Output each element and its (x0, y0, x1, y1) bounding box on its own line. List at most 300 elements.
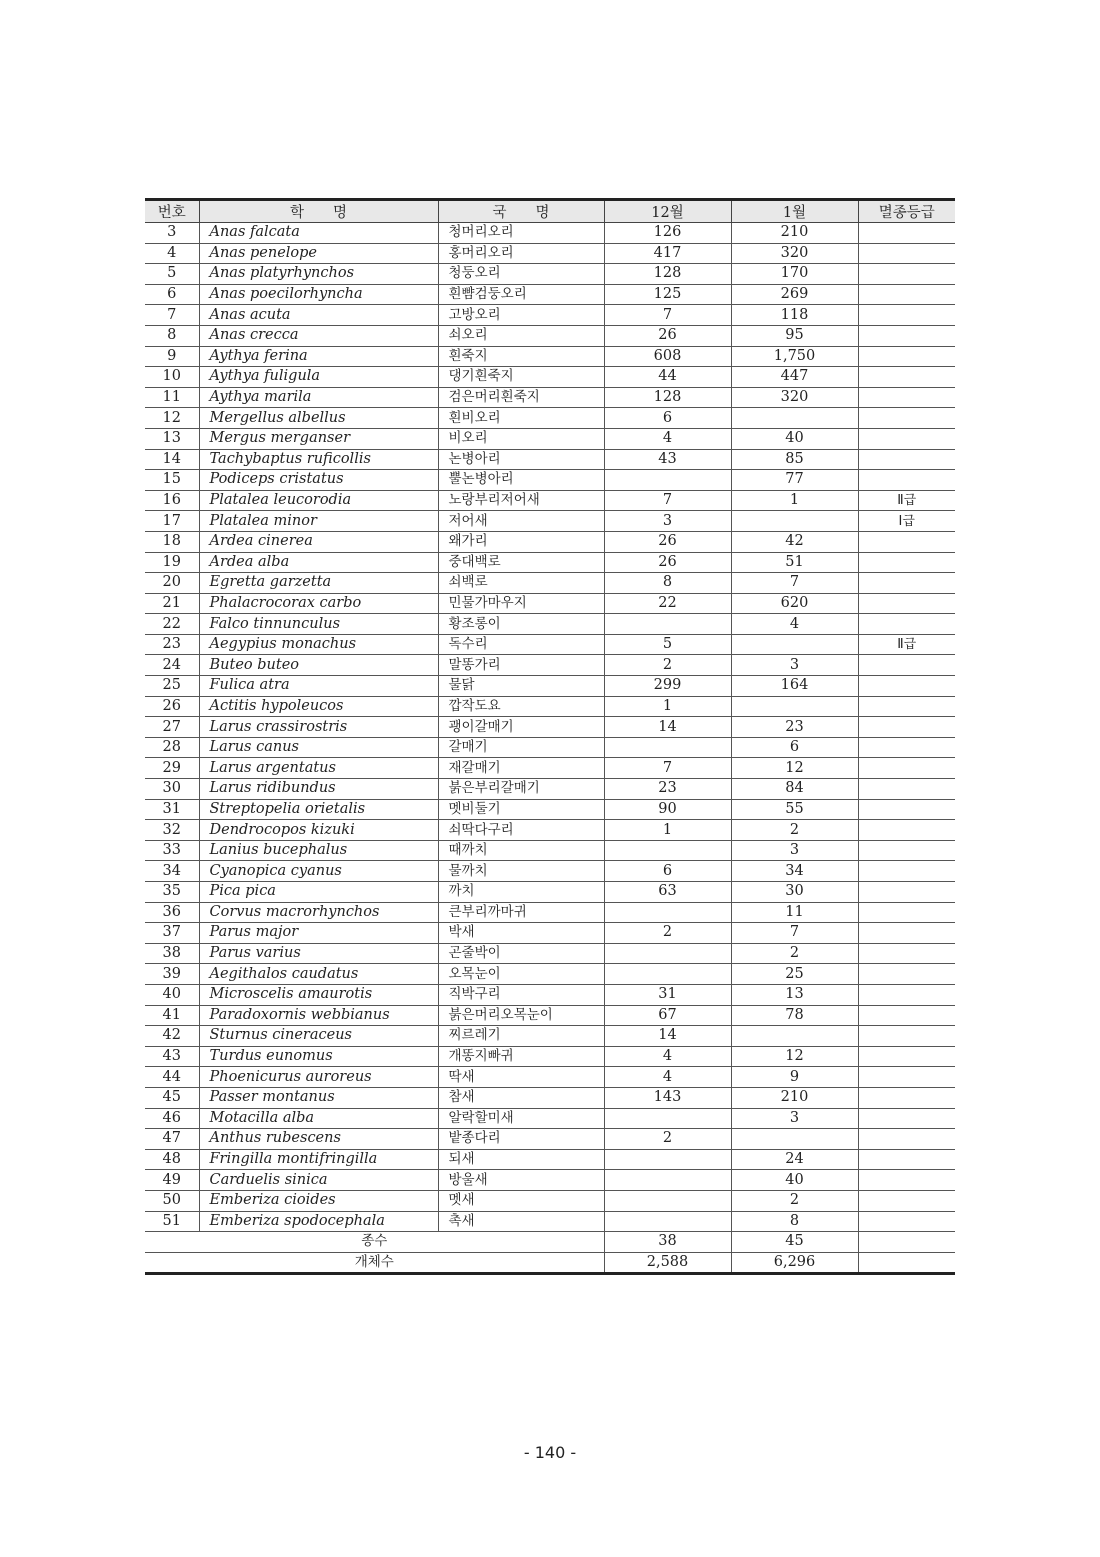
row-number: 39 (145, 964, 199, 985)
endangered-grade (858, 717, 955, 738)
december-total: 38 (604, 1232, 731, 1253)
january-count: 12 (731, 1046, 858, 1067)
scientific-name: Phoenicurus auroreus (199, 1067, 438, 1088)
scientific-name: Larus crassirostris (199, 717, 438, 738)
endangered-grade (858, 1046, 955, 1067)
january-count: 164 (731, 676, 858, 697)
korean-name: 쇠딱다구리 (438, 820, 604, 841)
endangered-grade (858, 1108, 955, 1129)
scientific-name: Ardea alba (199, 552, 438, 573)
table-row (145, 1170, 955, 1191)
row-number: 5 (145, 264, 199, 285)
korean-name: 말똥가리 (438, 655, 604, 676)
korean-name: 저어새 (438, 511, 604, 532)
table-row (145, 779, 955, 800)
january-count (731, 634, 858, 655)
table-row (145, 1087, 955, 1108)
scientific-name: Dendrocopos kizuki (199, 820, 438, 841)
december-count: 2 (604, 1129, 731, 1150)
january-count: 170 (731, 264, 858, 285)
december-count: 2 (604, 923, 731, 944)
table-row (145, 305, 955, 326)
korean-name: 알락할미새 (438, 1108, 604, 1129)
table-row (145, 223, 955, 244)
korean-name: 촉새 (438, 1211, 604, 1232)
endangered-grade (858, 943, 955, 964)
row-number: 13 (145, 428, 199, 449)
korean-name: 멧비둘기 (438, 799, 604, 820)
january-count: 2 (731, 943, 858, 964)
december-count: 31 (604, 984, 731, 1005)
december-count (604, 840, 731, 861)
korean-name: 깝작도요 (438, 696, 604, 717)
row-number: 35 (145, 882, 199, 903)
table-row (145, 573, 955, 594)
scientific-name: Motacilla alba (199, 1108, 438, 1129)
scientific-name: Anas acuta (199, 305, 438, 326)
december-count (604, 943, 731, 964)
endangered-grade (858, 1170, 955, 1191)
row-number: 17 (145, 511, 199, 532)
scientific-name: Buteo buteo (199, 655, 438, 676)
scientific-name: Fulica atra (199, 676, 438, 697)
row-number: 9 (145, 346, 199, 367)
january-count: 269 (731, 284, 858, 305)
korean-name: 딱새 (438, 1067, 604, 1088)
january-count: 7 (731, 923, 858, 944)
january-count: 24 (731, 1149, 858, 1170)
korean-name: 찌르레기 (438, 1026, 604, 1047)
header-number: 번호 (145, 200, 199, 223)
january-count: 25 (731, 964, 858, 985)
korean-name: 때까치 (438, 840, 604, 861)
table-row (145, 408, 955, 429)
row-number: 42 (145, 1026, 199, 1047)
january-count: 3 (731, 840, 858, 861)
january-count: 3 (731, 655, 858, 676)
endangered-grade (858, 614, 955, 635)
table-row (145, 758, 955, 779)
scientific-name: Tachybaptus ruficollis (199, 449, 438, 470)
december-count: 126 (604, 223, 731, 244)
endangered-grade (858, 861, 955, 882)
december-count: 4 (604, 1067, 731, 1088)
december-count (604, 614, 731, 635)
scientific-name: Egretta garzetta (199, 573, 438, 594)
january-count: 210 (731, 223, 858, 244)
summary-row (145, 1232, 955, 1253)
endangered-grade (858, 1087, 955, 1108)
species-table-container (145, 198, 955, 1275)
endangered-grade (858, 799, 955, 820)
row-number: 41 (145, 1005, 199, 1026)
scientific-name: Anthus rubescens (199, 1129, 438, 1150)
january-count: 2 (731, 820, 858, 841)
table-row (145, 820, 955, 841)
table-row (145, 799, 955, 820)
scientific-name: Fringilla montifringilla (199, 1149, 438, 1170)
scientific-name: Actitis hypoleucos (199, 696, 438, 717)
december-count: 6 (604, 408, 731, 429)
table-row (145, 696, 955, 717)
scientific-name: Parus varius (199, 943, 438, 964)
endangered-grade (858, 737, 955, 758)
korean-name: 비오리 (438, 428, 604, 449)
january-count: 12 (731, 758, 858, 779)
december-count: 26 (604, 552, 731, 573)
december-count (604, 964, 731, 985)
january-count: 34 (731, 861, 858, 882)
row-number: 16 (145, 490, 199, 511)
scientific-name: Pica pica (199, 882, 438, 903)
endangered-grade (858, 1026, 955, 1047)
scientific-name: Aegypius monachus (199, 634, 438, 655)
scientific-name: Ardea cinerea (199, 531, 438, 552)
december-count (604, 1149, 731, 1170)
december-count: 608 (604, 346, 731, 367)
december-count (604, 1170, 731, 1191)
december-count: 44 (604, 367, 731, 388)
scientific-name: Carduelis sinica (199, 1170, 438, 1191)
korean-name: 밭종다리 (438, 1129, 604, 1150)
january-count (731, 1129, 858, 1150)
row-number: 7 (145, 305, 199, 326)
endangered-grade (858, 223, 955, 244)
scientific-name: Anas falcata (199, 223, 438, 244)
scientific-name: Aythya fuligula (199, 367, 438, 388)
january-count: 447 (731, 367, 858, 388)
table-header (145, 200, 955, 223)
row-number: 49 (145, 1170, 199, 1191)
korean-name: 청머리오리 (438, 223, 604, 244)
table-row (145, 1211, 955, 1232)
header-january: 1월 (731, 200, 858, 223)
december-count: 23 (604, 779, 731, 800)
row-number: 6 (145, 284, 199, 305)
december-count (604, 1211, 731, 1232)
december-count: 14 (604, 717, 731, 738)
january-count: 55 (731, 799, 858, 820)
korean-name: 황조롱이 (438, 614, 604, 635)
scientific-name: Microscelis amaurotis (199, 984, 438, 1005)
korean-name: 까치 (438, 882, 604, 903)
row-number: 24 (145, 655, 199, 676)
table-row (145, 902, 955, 923)
january-count: 23 (731, 717, 858, 738)
table-row (145, 1067, 955, 1088)
january-count: 95 (731, 325, 858, 346)
row-number: 30 (145, 779, 199, 800)
january-count: 1,750 (731, 346, 858, 367)
korean-name: 곤줄박이 (438, 943, 604, 964)
december-count: 3 (604, 511, 731, 532)
endangered-grade (858, 964, 955, 985)
endangered-grade (858, 346, 955, 367)
endangered-grade (858, 779, 955, 800)
header-scientific-name: 학 명 (199, 200, 438, 223)
korean-name: 독수리 (438, 634, 604, 655)
december-count: 1 (604, 696, 731, 717)
korean-name: 개똥지빠귀 (438, 1046, 604, 1067)
december-count: 7 (604, 490, 731, 511)
korean-name: 흰뺨검둥오리 (438, 284, 604, 305)
january-count: 8 (731, 1211, 858, 1232)
table-row (145, 1129, 955, 1150)
korean-name: 노랑부리저어새 (438, 490, 604, 511)
december-count: 1 (604, 820, 731, 841)
row-number: 32 (145, 820, 199, 841)
scientific-name: Larus canus (199, 737, 438, 758)
endangered-grade (858, 902, 955, 923)
table-row (145, 655, 955, 676)
row-number: 50 (145, 1190, 199, 1211)
header-december: 12월 (604, 200, 731, 223)
january-count: 84 (731, 779, 858, 800)
table-row (145, 1108, 955, 1129)
korean-name: 댕기흰죽지 (438, 367, 604, 388)
scientific-name: Mergus merganser (199, 428, 438, 449)
december-count: 7 (604, 305, 731, 326)
row-number: 34 (145, 861, 199, 882)
row-number: 19 (145, 552, 199, 573)
december-count: 417 (604, 243, 731, 264)
table-row (145, 325, 955, 346)
korean-name: 고방오리 (438, 305, 604, 326)
row-number: 31 (145, 799, 199, 820)
december-count: 6 (604, 861, 731, 882)
january-count: 2 (731, 1190, 858, 1211)
header-row (145, 200, 955, 223)
december-count (604, 902, 731, 923)
december-count: 26 (604, 531, 731, 552)
scientific-name: Aegithalos caudatus (199, 964, 438, 985)
scientific-name: Aythya marila (199, 387, 438, 408)
grade-total (858, 1232, 955, 1253)
january-count: 320 (731, 243, 858, 264)
december-count: 14 (604, 1026, 731, 1047)
table-row (145, 243, 955, 264)
korean-name: 방울새 (438, 1170, 604, 1191)
december-count: 90 (604, 799, 731, 820)
endangered-grade (858, 531, 955, 552)
december-total: 2,588 (604, 1252, 731, 1274)
korean-name: 갈매기 (438, 737, 604, 758)
table-row (145, 1190, 955, 1211)
scientific-name: Turdus eunomus (199, 1046, 438, 1067)
table-row (145, 552, 955, 573)
scientific-name: Larus ridibundus (199, 779, 438, 800)
endangered-grade (858, 840, 955, 861)
row-number: 51 (145, 1211, 199, 1232)
december-count: 125 (604, 284, 731, 305)
korean-name: 오목눈이 (438, 964, 604, 985)
endangered-grade (858, 1149, 955, 1170)
korean-name: 청둥오리 (438, 264, 604, 285)
korean-name: 붉은머리오목눈이 (438, 1005, 604, 1026)
korean-name: 중대백로 (438, 552, 604, 573)
scientific-name: Paradoxornis webbianus (199, 1005, 438, 1026)
scientific-name: Cyanopica cyanus (199, 861, 438, 882)
row-number: 4 (145, 243, 199, 264)
december-count: 67 (604, 1005, 731, 1026)
january-count: 6 (731, 737, 858, 758)
korean-name: 검은머리흰죽지 (438, 387, 604, 408)
january-count (731, 696, 858, 717)
endangered-grade (858, 573, 955, 594)
table-row (145, 449, 955, 470)
scientific-name: Sturnus cineraceus (199, 1026, 438, 1047)
january-count (731, 511, 858, 532)
endangered-grade (858, 1190, 955, 1211)
january-count: 9 (731, 1067, 858, 1088)
january-count: 85 (731, 449, 858, 470)
table-row (145, 984, 955, 1005)
january-count: 51 (731, 552, 858, 573)
scientific-name: Aythya ferina (199, 346, 438, 367)
january-count: 3 (731, 1108, 858, 1129)
december-count (604, 470, 731, 491)
endangered-grade (858, 676, 955, 697)
header-endangered-grade: 멸종등급 (858, 200, 955, 223)
table-row (145, 264, 955, 285)
endangered-grade (858, 408, 955, 429)
endangered-grade (858, 1067, 955, 1088)
january-count: 4 (731, 614, 858, 635)
december-count: 128 (604, 387, 731, 408)
korean-name: 논병아리 (438, 449, 604, 470)
table-row (145, 634, 955, 655)
row-number: 15 (145, 470, 199, 491)
scientific-name: Streptopelia orietalis (199, 799, 438, 820)
january-count: 11 (731, 902, 858, 923)
scientific-name: Parus major (199, 923, 438, 944)
table-row (145, 614, 955, 635)
endangered-grade: Ⅱ급 (858, 490, 955, 511)
endangered-grade (858, 305, 955, 326)
endangered-grade (858, 820, 955, 841)
table-row (145, 861, 955, 882)
scientific-name: Mergellus albellus (199, 408, 438, 429)
endangered-grade (858, 1129, 955, 1150)
endangered-grade (858, 758, 955, 779)
korean-name: 괭이갈매기 (438, 717, 604, 738)
row-number: 37 (145, 923, 199, 944)
january-count (731, 408, 858, 429)
row-number: 47 (145, 1129, 199, 1150)
january-count: 118 (731, 305, 858, 326)
january-count: 78 (731, 1005, 858, 1026)
endangered-grade (858, 264, 955, 285)
scientific-name: Lanius bucephalus (199, 840, 438, 861)
korean-name: 직박구리 (438, 984, 604, 1005)
scientific-name: Larus argentatus (199, 758, 438, 779)
january-count: 1 (731, 490, 858, 511)
january-count: 40 (731, 428, 858, 449)
january-count: 40 (731, 1170, 858, 1191)
endangered-grade (858, 552, 955, 573)
table-row (145, 943, 955, 964)
table-body (145, 223, 955, 1274)
summary-row (145, 1252, 955, 1274)
endangered-grade (858, 1005, 955, 1026)
endangered-grade (858, 696, 955, 717)
korean-name: 쇠오리 (438, 325, 604, 346)
korean-name: 재갈매기 (438, 758, 604, 779)
korean-name: 큰부리까마귀 (438, 902, 604, 923)
korean-name: 멧새 (438, 1190, 604, 1211)
korean-name: 왜가리 (438, 531, 604, 552)
table-row (145, 1046, 955, 1067)
table-row (145, 1149, 955, 1170)
december-count: 7 (604, 758, 731, 779)
table-row (145, 737, 955, 758)
row-number: 22 (145, 614, 199, 635)
scientific-name: Anas penelope (199, 243, 438, 264)
endangered-grade: Ⅱ급 (858, 634, 955, 655)
footer-label: 개체수 (145, 1252, 604, 1274)
endangered-grade: Ⅰ급 (858, 511, 955, 532)
table-row (145, 511, 955, 532)
table-row (145, 964, 955, 985)
korean-name: 민물가마우지 (438, 593, 604, 614)
table-row (145, 367, 955, 388)
korean-name: 흰죽지 (438, 346, 604, 367)
korean-name: 물닭 (438, 676, 604, 697)
table-row (145, 387, 955, 408)
scientific-name: Anas crecca (199, 325, 438, 346)
table-row (145, 346, 955, 367)
endangered-grade (858, 449, 955, 470)
row-number: 29 (145, 758, 199, 779)
korean-name: 흰비오리 (438, 408, 604, 429)
december-count: 4 (604, 1046, 731, 1067)
january-count: 13 (731, 984, 858, 1005)
row-number: 43 (145, 1046, 199, 1067)
table-row (145, 1026, 955, 1047)
december-count: 143 (604, 1087, 731, 1108)
endangered-grade (858, 428, 955, 449)
korean-name: 물까치 (438, 861, 604, 882)
endangered-grade (858, 593, 955, 614)
december-count: 4 (604, 428, 731, 449)
endangered-grade (858, 882, 955, 903)
row-number: 27 (145, 717, 199, 738)
endangered-grade (858, 243, 955, 264)
december-count (604, 1190, 731, 1211)
table-row (145, 284, 955, 305)
row-number: 38 (145, 943, 199, 964)
table-row (145, 1005, 955, 1026)
january-count: 210 (731, 1087, 858, 1108)
row-number: 11 (145, 387, 199, 408)
korean-name: 되새 (438, 1149, 604, 1170)
row-number: 8 (145, 325, 199, 346)
grade-total (858, 1252, 955, 1274)
row-number: 46 (145, 1108, 199, 1129)
table-row (145, 840, 955, 861)
table-row (145, 428, 955, 449)
december-count: 22 (604, 593, 731, 614)
table-row (145, 882, 955, 903)
december-count: 8 (604, 573, 731, 594)
row-number: 44 (145, 1067, 199, 1088)
endangered-grade (858, 367, 955, 388)
january-count: 7 (731, 573, 858, 594)
endangered-grade (858, 923, 955, 944)
korean-name: 쇠백로 (438, 573, 604, 594)
row-number: 10 (145, 367, 199, 388)
endangered-grade (858, 387, 955, 408)
